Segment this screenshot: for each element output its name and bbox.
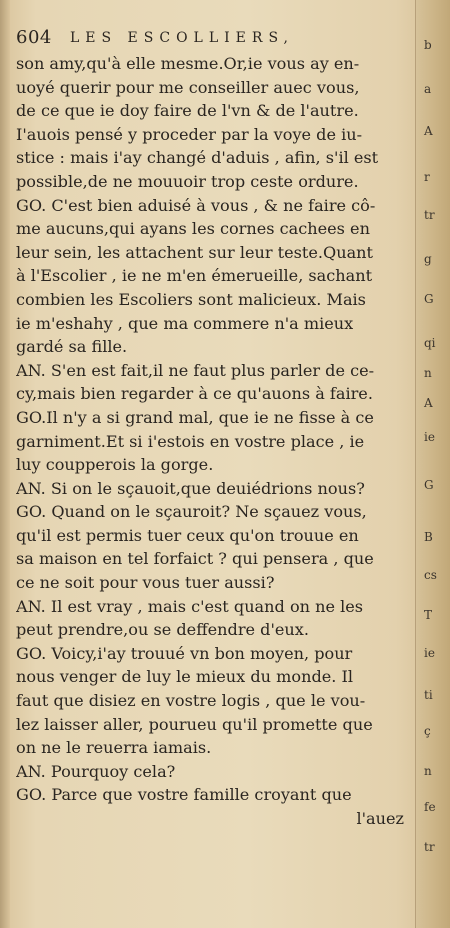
text-line: peut prendre,ou se deffendre d'eux. bbox=[16, 620, 309, 640]
facing-page-edge bbox=[415, 0, 450, 928]
facing-page-fragment: ie bbox=[424, 430, 435, 444]
facing-page-fragment: a bbox=[424, 82, 432, 96]
page-number: 604 bbox=[16, 27, 52, 48]
facing-page-fragment: ç bbox=[424, 724, 431, 738]
binding-gutter bbox=[0, 0, 10, 928]
facing-page-fragment: g bbox=[424, 252, 432, 266]
text-line: on ne le reuerra iamais. bbox=[16, 738, 212, 758]
facing-page-fragment: cs bbox=[424, 568, 437, 582]
running-head: LES ESCOLLIERS, bbox=[70, 30, 294, 46]
text-line: à l'Escolier , ie ne m'en émerueille, sachant bbox=[16, 266, 373, 286]
text-line: GO. Voicy,i'ay trouué vn bon moyen, pour bbox=[16, 643, 353, 663]
text-line: GO. Parce que vostre famille croyant que bbox=[16, 785, 352, 805]
text-line: GO. Quand on le sçauroit? Ne sçauez vous, bbox=[16, 502, 367, 522]
facing-page-fragment: tr bbox=[424, 840, 435, 854]
text-line: AN. Pourquoy cela? bbox=[16, 761, 176, 781]
text-line: faut que disiez en vostre logis , que le vou- bbox=[16, 691, 366, 711]
text-line: GO.Il n'y a si grand mal, que ie ne fisse à ce bbox=[16, 407, 374, 427]
text-line: l'auez bbox=[356, 809, 404, 828]
facing-page-fragment: r bbox=[424, 170, 430, 184]
text-line: uoyé querir pour me conseiller auec vous, bbox=[16, 77, 360, 97]
facing-page-fragment: G bbox=[424, 478, 434, 492]
text-line: AN. Il est vray , mais c'est quand on ne les bbox=[16, 596, 364, 616]
text-line: AN. Si on le sçauoit,que deuiédrions nous? bbox=[16, 478, 365, 498]
text-line: gardé sa fille. bbox=[16, 337, 128, 357]
facing-page-fragment: b bbox=[424, 38, 432, 52]
text-line: stice : mais i'ay changé d'aduis , afin, s'il est bbox=[16, 148, 379, 168]
facing-page-fragment: T bbox=[424, 608, 433, 622]
facing-page-fragment: ie bbox=[424, 646, 435, 660]
facing-page-fragment: ti bbox=[424, 688, 433, 702]
facing-page-fragment: qi bbox=[424, 336, 436, 350]
facing-page-fragment: A bbox=[424, 396, 433, 410]
text-line: leur sein, les attachent sur leur teste.Quant bbox=[16, 242, 374, 262]
text-line: possible,de ne mouuoir trop ceste ordure. bbox=[16, 171, 359, 191]
text-line: ie m'eshahy , que ma commere n'a mieux bbox=[16, 313, 354, 333]
facing-page-fragment: tr bbox=[424, 208, 435, 222]
text-line: I'auois pensé y proceder par la voye de iu- bbox=[16, 124, 363, 144]
text-line: ce ne soit pour vous tuer aussi? bbox=[16, 573, 275, 593]
facing-page-fragment: B bbox=[424, 530, 433, 544]
text-line: GO. C'est bien aduisé à vous , & ne faire cô- bbox=[16, 195, 376, 215]
text-line: combien les Escoliers sont malicieux. Mais bbox=[16, 289, 366, 309]
text-line: cy,mais bien regarder à ce qu'auons à faire. bbox=[16, 384, 373, 404]
text-line: son amy,qu'à elle mesme.Or,ie vous ay en- bbox=[16, 54, 360, 73]
facing-page-fragment: fe bbox=[424, 800, 436, 814]
facing-page-fragment: A bbox=[424, 124, 433, 138]
text-line: qu'il est permis tuer ceux qu'on trouue en bbox=[16, 525, 359, 545]
facing-page-fragment: n bbox=[424, 366, 432, 380]
text-line: AN. S'en est fait,il ne faut plus parler de ce- bbox=[16, 360, 375, 380]
text-line: sa maison en tel forfaict ? qui pensera , que bbox=[16, 549, 374, 569]
facing-page-fragment: n bbox=[424, 764, 432, 778]
page-header bbox=[16, 27, 396, 51]
text-line: me aucuns,qui ayans les cornes cachees en bbox=[16, 219, 370, 239]
text-line: lez laisser aller, pourueu qu'il promette que bbox=[16, 714, 373, 734]
facing-page-fragment: G bbox=[424, 292, 434, 306]
text-line: luy coupperois la gorge. bbox=[16, 455, 214, 475]
text-line: garniment.Et si i'estois en vostre place , ie bbox=[16, 431, 365, 451]
body-text bbox=[16, 52, 404, 831]
text-line: nous venger de luy le mieux du monde. Il bbox=[16, 667, 354, 687]
text-line: de ce que ie doy faire de l'vn & de l'autre. bbox=[16, 101, 359, 121]
